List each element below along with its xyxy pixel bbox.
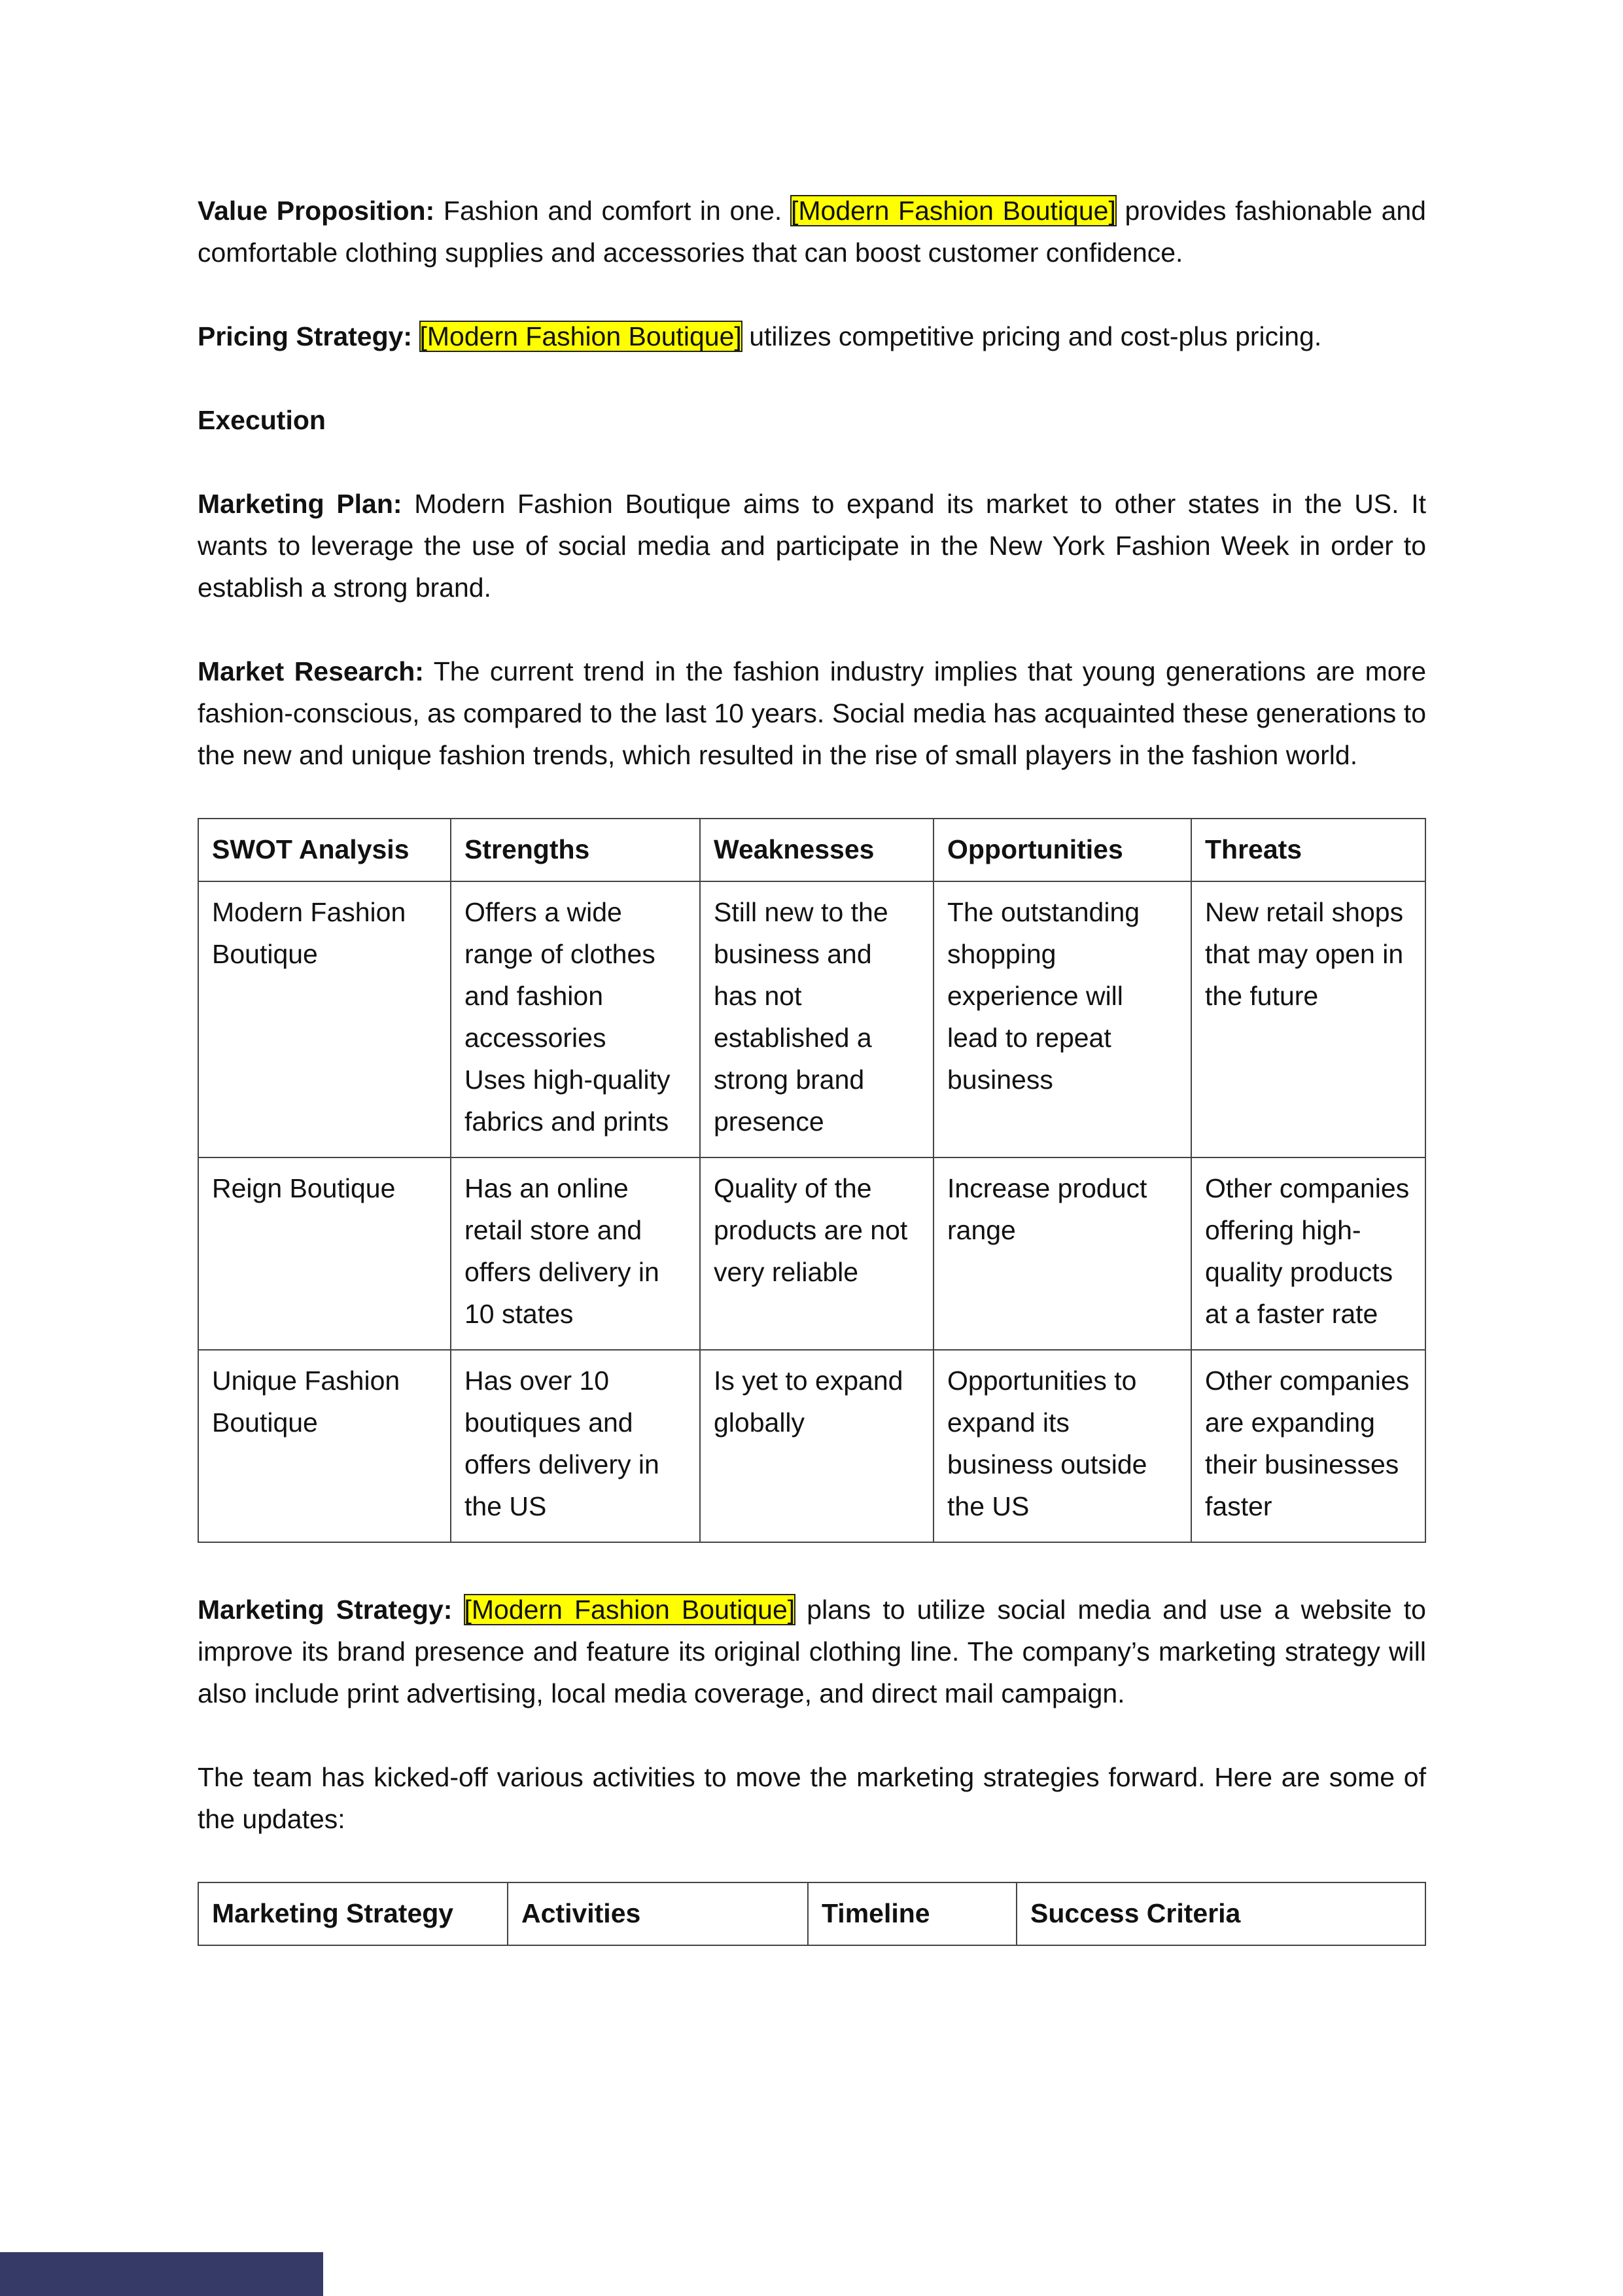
pricing-strategy-paragraph bbox=[198, 315, 1426, 357]
swot-opportunities-cell: The outstanding shopping experience will lead to repeat business bbox=[934, 881, 1191, 1157]
table-row bbox=[198, 881, 1425, 1157]
pricing-strategy-text: utilizes competitive pricing and cost-plus pricing. bbox=[741, 321, 1322, 351]
swot-weaknesses-cell: Still new to the business and has not established a strong brand presence bbox=[700, 881, 934, 1157]
market-research-label: Market Research: bbox=[198, 656, 424, 686]
marketing-table-header-cell: Timeline bbox=[808, 1882, 1017, 1945]
swot-company-cell: Modern Fashion Boutique bbox=[198, 881, 451, 1157]
company-name-placeholder[interactable]: [Modern Fashion Boutique] bbox=[464, 1595, 795, 1625]
swot-header-cell: Weaknesses bbox=[700, 819, 934, 881]
swot-strengths-cell bbox=[451, 1157, 700, 1350]
swot-header-cell: SWOT Analysis bbox=[198, 819, 451, 881]
marketing-plan-paragraph bbox=[198, 483, 1426, 609]
value-proposition-text-before: Fashion and comfort in one. bbox=[434, 196, 791, 226]
document-body bbox=[198, 190, 1426, 1946]
value-proposition-paragraph bbox=[198, 190, 1426, 274]
swot-opportunities-cell: Opportunities to expand its business outside the US bbox=[934, 1350, 1191, 1542]
marketing-strategy-label: Marketing Strategy: bbox=[198, 1595, 453, 1625]
marketing-table-header-cell: Activities bbox=[508, 1882, 808, 1945]
marketing-plan-text: Modern Fashion Boutique aims to expand its market to other states in the US. It wants to leverage the use of social media and participate in the New York Fashion Week in order to establish a strong brand. bbox=[198, 489, 1426, 603]
strength-item: Has an online retail store and offers delivery in 10 states bbox=[464, 1173, 659, 1329]
swot-header-row bbox=[198, 819, 1425, 881]
marketing-strategy-text: plans to utilize social media and use a website to improve its brand presence and feature its original clothing line. The company’s marketing strategy will also include print advertising, local media coverage, and direct mail campaign. bbox=[198, 1595, 1426, 1708]
table-row bbox=[198, 1350, 1425, 1542]
execution-heading: Execution bbox=[198, 405, 326, 435]
marketing-strategy-paragraph bbox=[198, 1589, 1426, 1714]
strength-item: Has over 10 boutiques and offers delivery in the US bbox=[464, 1366, 659, 1521]
swot-header-cell: Opportunities bbox=[934, 819, 1191, 881]
company-name-placeholder[interactable]: [Modern Fashion Boutique] bbox=[419, 321, 742, 351]
marketing-table-header-row bbox=[198, 1882, 1425, 1945]
swot-weaknesses-cell: Quality of the products are not very reliable bbox=[700, 1157, 934, 1350]
value-proposition-text-after: provides fashionable and comfortable clothing supplies and accessories that can boost customer confidence. bbox=[198, 196, 1426, 268]
swot-threats-cell: Other companies offering high-quality products at a faster rate bbox=[1191, 1157, 1425, 1350]
swot-opportunities-cell: Increase product range bbox=[934, 1157, 1191, 1350]
marketing-table-header-cell: Success Criteria bbox=[1017, 1882, 1425, 1945]
swot-weaknesses-cell: Is yet to expand globally bbox=[700, 1350, 934, 1542]
value-proposition-label: Value Proposition: bbox=[198, 196, 435, 226]
strength-item: Offers a wide range of clothes and fashion accessories bbox=[464, 897, 655, 1053]
swot-header-cell: Strengths bbox=[451, 819, 700, 881]
pricing-strategy-label: Pricing Strategy: bbox=[198, 321, 413, 351]
footer-accent-bar bbox=[0, 2252, 323, 2296]
table-row bbox=[198, 1157, 1425, 1350]
swot-header-cell: Threats bbox=[1191, 819, 1425, 881]
swot-strengths-cell bbox=[451, 881, 700, 1157]
market-research-paragraph bbox=[198, 650, 1426, 776]
swot-threats-cell: New retail shops that may open in the future bbox=[1191, 881, 1425, 1157]
updates-intro-paragraph: The team has kicked-off various activities to move the marketing strategies forward. Here are some of the updates: bbox=[198, 1762, 1426, 1834]
strength-item: Uses high-quality fabrics and prints bbox=[464, 1065, 671, 1137]
swot-strengths-cell bbox=[451, 1350, 700, 1542]
swot-table bbox=[198, 818, 1426, 1543]
swot-threats-cell: Other companies are expanding their businesses faster bbox=[1191, 1350, 1425, 1542]
marketing-table-header-cell: Marketing Strategy bbox=[198, 1882, 508, 1945]
company-name-placeholder[interactable]: [Modern Fashion Boutique] bbox=[790, 196, 1116, 226]
marketing-plan-label: Marketing Plan: bbox=[198, 489, 402, 519]
marketing-strategy-table bbox=[198, 1882, 1426, 1946]
swot-company-cell: Reign Boutique bbox=[198, 1157, 451, 1350]
market-research-text: The current trend in the fashion industry implies that young generations are more fashion-conscious, as compared to the last 10 years. Social media has acquainted these generations to the new and unique fashion trends, which resulted in the rise of small players in the fashion world. bbox=[198, 656, 1426, 770]
swot-company-cell: Unique Fashion Boutique bbox=[198, 1350, 451, 1542]
